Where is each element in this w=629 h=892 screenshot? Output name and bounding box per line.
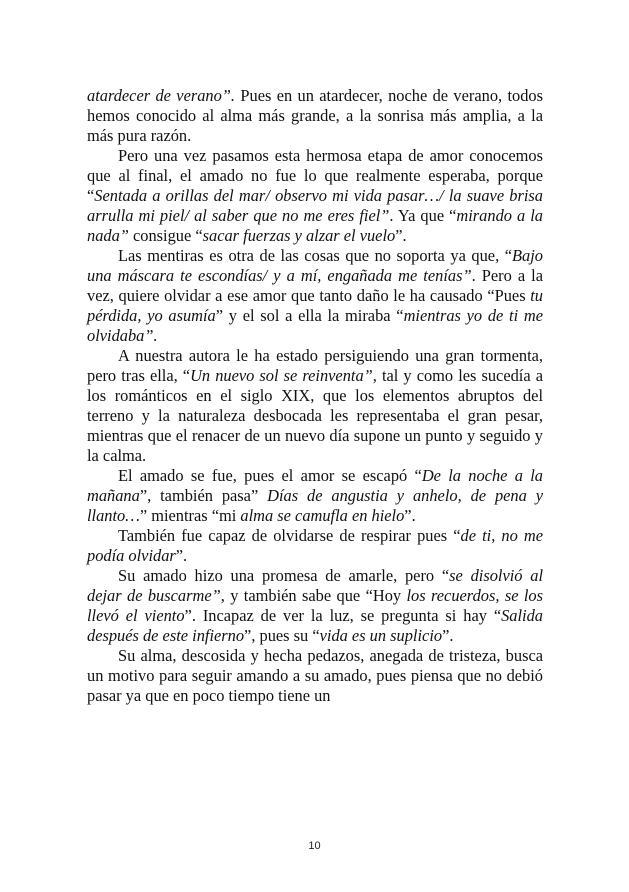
text-run: También fue capaz de olvidarse de respirar pues “ bbox=[118, 526, 461, 545]
text-run: consigue “ bbox=[128, 226, 203, 245]
italic-run: vida es un suplicio bbox=[319, 626, 443, 645]
italic-run: mientras yo de ti me olvidaba”. bbox=[87, 306, 543, 345]
body-text bbox=[87, 86, 543, 706]
text-run: Su alma, descosida y hecha pedazos, anegada de tristeza, busca un motivo para seguir amando a su amado, pues piensa que no debió pasar ya que en poco tiempo tiene un bbox=[87, 646, 543, 705]
text-run: A nuestra autora le ha estado persiguiendo una gran tormenta, pero tras ella, “ bbox=[87, 346, 543, 385]
paragraph bbox=[87, 346, 543, 466]
italic-run: Un nuevo sol se reinventa” bbox=[190, 366, 373, 385]
text-run: . Pero a la vez, quiere olvidar a ese amor que tanto daño le ha causado “Pues bbox=[87, 266, 543, 305]
text-run: ” y el sol a ella la miraba “ bbox=[215, 306, 404, 325]
italic-run: Bajo una máscara te escondías/ y a mí, engañada me tenías” bbox=[87, 246, 543, 285]
text-run: ”. bbox=[442, 626, 454, 645]
text-run: ”. bbox=[175, 546, 188, 565]
text-run: Pues en un atardecer, noche de verano, todos hemos conocido al alma más grande, a la sonrisa más amplia, a la más pura razón. bbox=[87, 86, 543, 145]
paragraph bbox=[87, 466, 543, 526]
italic-run: alma se camufla en hielo bbox=[240, 506, 405, 525]
italic-run: mirando a la nada” bbox=[87, 206, 543, 245]
paragraph bbox=[87, 646, 543, 706]
text-run: , y también sabe que “Hoy bbox=[220, 586, 407, 605]
text-run: ”. bbox=[404, 506, 416, 525]
paragraph bbox=[87, 246, 543, 346]
italic-run: los recuerdos, se los llevó el viento bbox=[87, 586, 544, 625]
italic-run: De la noche a la mañana bbox=[87, 466, 543, 505]
italic-run: Días de angustia y anhelo, de pena y llanto… bbox=[87, 486, 543, 525]
italic-run: sacar fuerzas y alzar el vuelo bbox=[202, 226, 396, 245]
italic-run: Sentada a orillas del mar/ observo mi vida pasar…/ la suave brisa arrulla mi piel/ al saber que no me eres fiel” bbox=[87, 186, 543, 225]
text-run: ”, pues su “ bbox=[244, 626, 320, 645]
italic-run: se disolvió al dejar de buscarme” bbox=[87, 566, 544, 605]
text-run: ”. bbox=[395, 226, 407, 245]
paragraph bbox=[87, 526, 543, 566]
italic-run: atardecer de verano”. bbox=[87, 86, 236, 105]
text-run: Su amado hizo una promesa de amarle, pero “ bbox=[118, 566, 450, 585]
text-run: ”. Incapaz de ver la luz, se pregunta si hay “ bbox=[184, 606, 502, 625]
paragraph bbox=[87, 566, 543, 646]
italic-run: Salida después de este infierno bbox=[87, 606, 543, 645]
text-run: El amado se fue, pues el amor se escapó “ bbox=[118, 466, 422, 485]
text-run: , tal y como les sucedía a los románticos en el siglo XIX, que los elementos abruptos del terreno y la naturaleza desbocada les representaba el gran pesar, mientras que el renacer de un nuevo día supone un punto y seguido y la calma. bbox=[87, 366, 543, 465]
text-run: Pero una vez pasamos esta hermosa etapa de amor conocemos que al final, el amado no fue lo que realmente esperaba, porque “ bbox=[87, 146, 543, 205]
text-run: ”, también pasa” bbox=[139, 486, 268, 505]
paragraph bbox=[87, 146, 543, 246]
text-run: . Ya que “ bbox=[389, 206, 457, 225]
text-run: Las mentiras es otra de las cosas que no soporta ya que, “ bbox=[118, 246, 513, 265]
paragraph bbox=[87, 86, 543, 146]
page-number: 10 bbox=[308, 840, 321, 852]
italic-run: de ti, no me podía olvidar bbox=[87, 526, 543, 565]
text-run: ” mientras “mi bbox=[139, 506, 241, 525]
italic-run: tu pérdida, yo asumía bbox=[87, 286, 543, 325]
